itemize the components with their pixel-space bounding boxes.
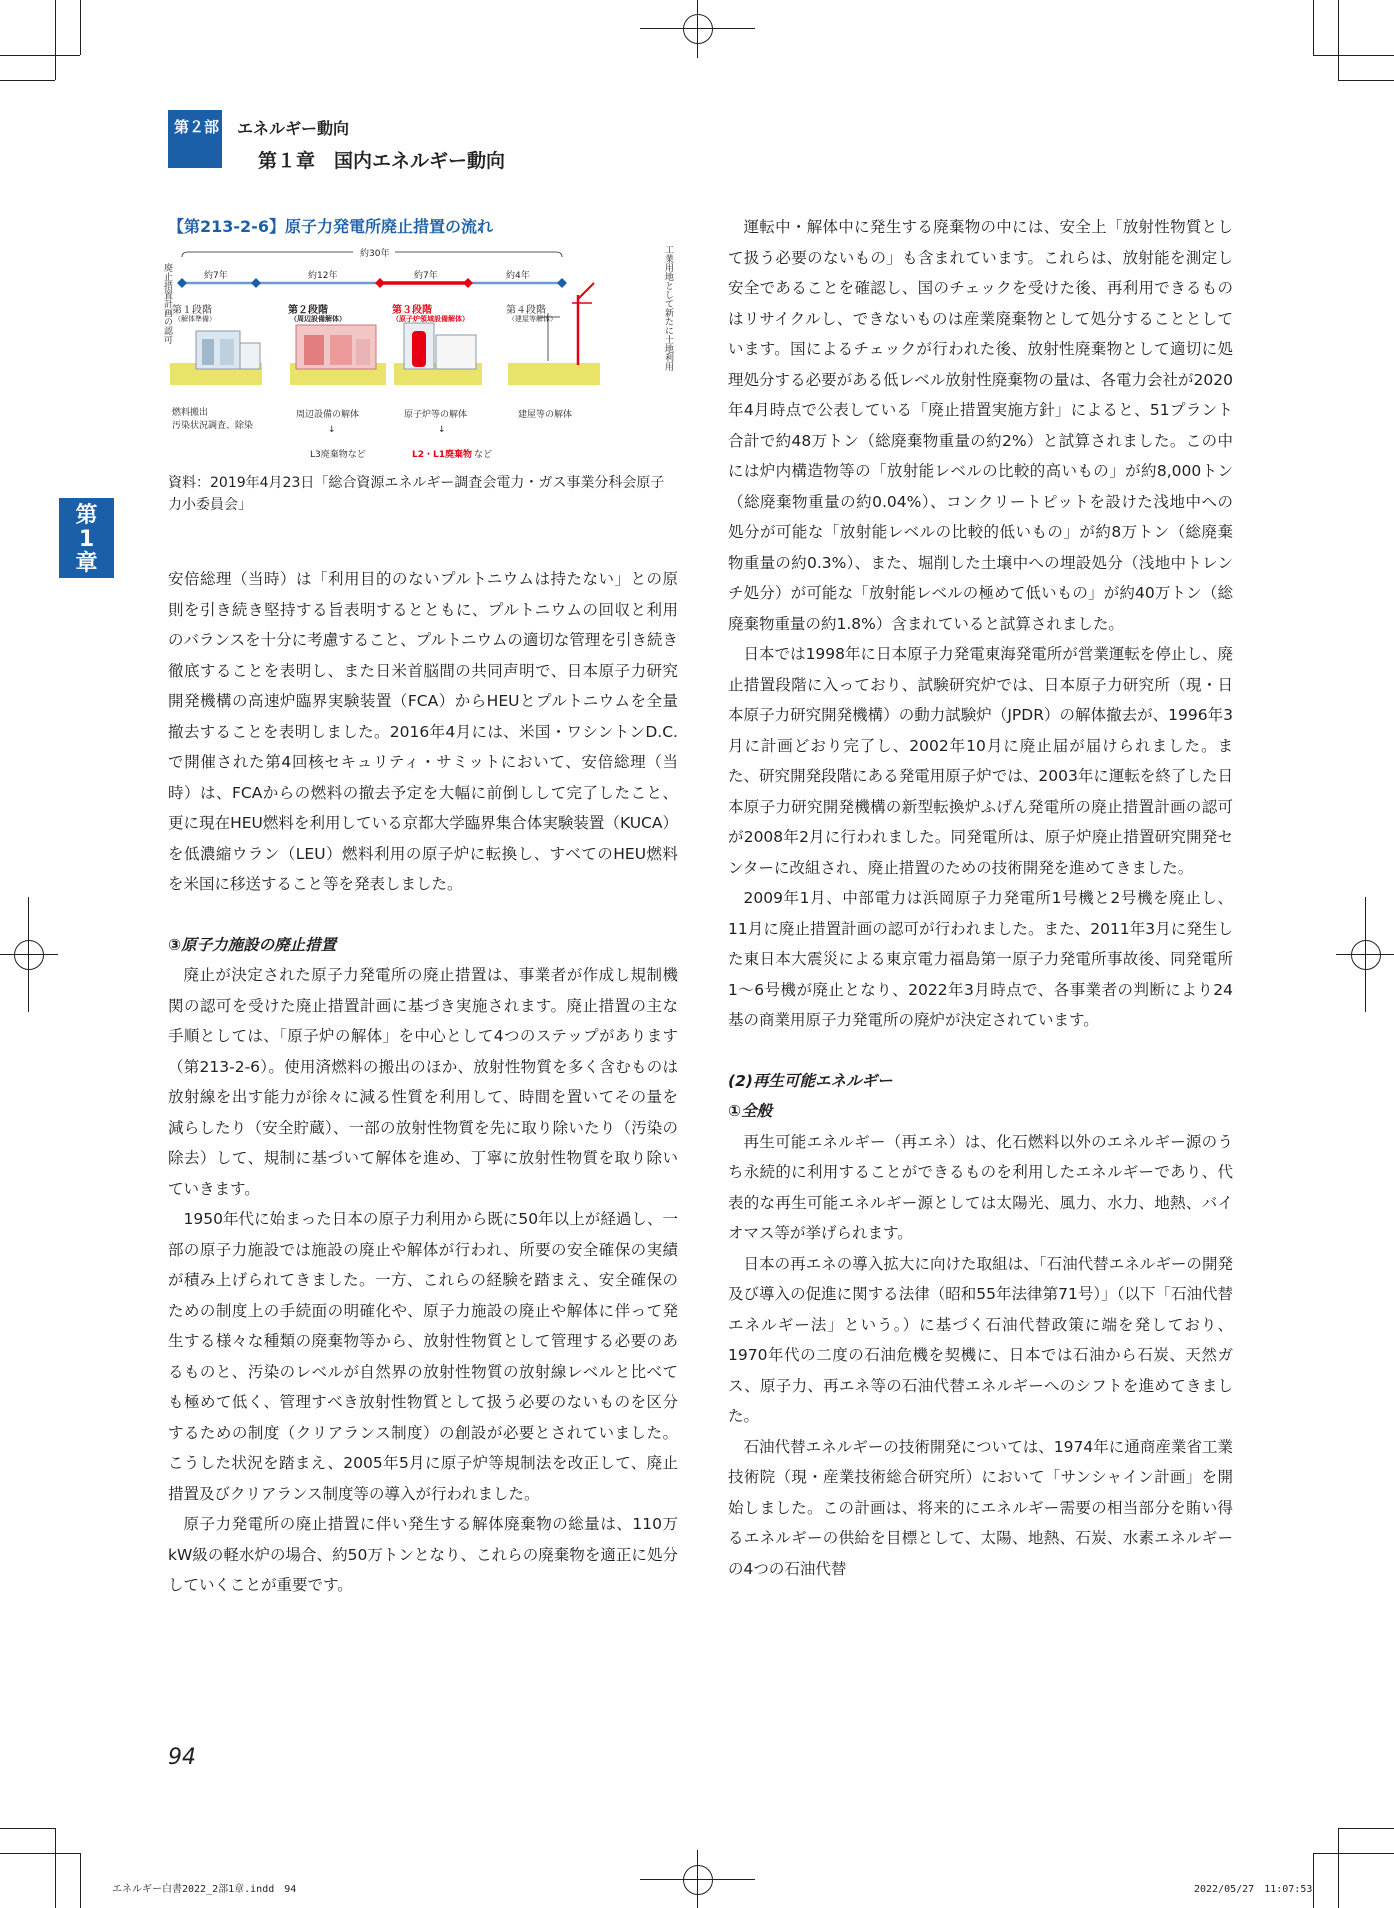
waste-label: L3廃棄物など xyxy=(310,450,366,460)
stage4-illustration xyxy=(508,283,600,385)
duration-label: 約4年 xyxy=(506,271,530,281)
section-spacer xyxy=(168,900,678,930)
chapter-title: 第１章 国内エネルギー動向 xyxy=(258,150,506,172)
duration-label: 約7年 xyxy=(204,271,228,281)
crop-mark xyxy=(0,55,80,56)
crop-mark xyxy=(1313,1853,1314,1908)
stage-name: 第３段階 xyxy=(392,305,432,316)
crop-mark xyxy=(1338,0,1339,80)
footer-timestamp: 2022/05/27 11:07:53 xyxy=(1194,1884,1313,1895)
waste-label-highlight: L2・L1廃棄物 xyxy=(412,450,472,460)
body-paragraph: 原子力発電所の廃止措置に伴い発生する解体廃棄物の総量は、110万kW級の軽水炉の場合、約50万トンとなり、これらの廃棄物を適正に処分していくことが重要です。 xyxy=(168,1515,678,1594)
left-column xyxy=(168,564,678,1601)
land-reuse-label: 工業用地として新たに土地利用 xyxy=(663,245,673,371)
crop-mark xyxy=(0,1853,80,1854)
body-paragraph: 廃止が決定された原子力発電所の廃止措置は、事業者が作成し規制機関の認可を受けた廃止措置計画に基づき実施されます。廃止措置の主な手順としては、「原子炉の解体」を中心として4つのステップがあります（第213-2-6）。使用済燃料の搬出のほか、放射性物質を多く含むものは放射線を出す能力が徐々に減る性質を利用して、時間を置いてその量を減らしたり（安全貯蔵）、一部の放射性物質を先に取り除いたり（汚染の除去）して、規制に基づいて解体を進め、丁寧に放射性物質を取り除いていきます。 xyxy=(168,966,678,1198)
stage1-illustration xyxy=(170,331,262,385)
stage-name: 第２段階 xyxy=(288,305,328,316)
section-heading: ③原子力施設の廃止措置 xyxy=(168,935,337,954)
stage3-illustration xyxy=(394,323,482,385)
crop-mark xyxy=(55,1828,56,1908)
stage2-illustration xyxy=(290,325,386,385)
stage-name: 第１段階 xyxy=(172,305,212,316)
registration-mark xyxy=(683,14,713,44)
total-span-label: 約30年 xyxy=(360,249,390,259)
stage-caption: 建屋等の解体 xyxy=(518,410,573,420)
registration-mark xyxy=(1351,940,1381,970)
plan-approval-label: 廃止措置計画の認可 xyxy=(162,263,172,344)
page-number: 94 xyxy=(168,1745,196,1770)
crop-mark xyxy=(1313,0,1314,55)
section-heading: ①全般 xyxy=(728,1102,773,1120)
crop-mark xyxy=(1338,1828,1339,1908)
stage-caption: 原子炉等の解体 xyxy=(404,410,468,420)
waste-label: など xyxy=(474,450,493,460)
crop-mark xyxy=(80,1853,81,1908)
crop-mark xyxy=(0,1828,55,1829)
crop-mark xyxy=(1313,1853,1394,1854)
stage-sub: （解体準備） xyxy=(174,315,216,323)
right-column xyxy=(728,212,1233,1584)
down-arrow: ↓ xyxy=(438,425,446,435)
part-title: エネルギー動向 xyxy=(237,119,350,138)
crop-mark xyxy=(1338,1828,1394,1829)
body-paragraph: 運転中・解体中に発生する廃棄物の中には、安全上「放射性物質として扱う必要のないもの」も含まれています。これらは、放射能を測定し安全であることを確認し、国のチェックを受けた後、再利用できるものはリサイクルし、できないものは産業廃棄物として処分することとしています。国によるチェックが行われた後、放射性廃棄物として適切に処理処分する必要がある低レベル放射性廃棄物の量は、各電力会社が2020年4月時点で公表している「廃止措置実施方針」によると、51プラント合計で約48万トン（総廃棄物重量の約2%）と試算されました。この中には炉内構造物等の「放射能レベルの比較的高いもの」が約8,000トン（総廃棄物重量の約0.04%）、コンクリートピットを設けた浅地中への処分が可能な「放射能レベルの比較的低いもの」が約8万トン（総廃棄物重量の約0.3%）、また、堀削した土壌中への埋設処分（浅地中トレンチ処分）が可能な「放射能レベルの極めて低いもの」が約40万トン（総廃棄物重量の約1.8%）含まれていると試算されました。 xyxy=(728,218,1233,633)
body-paragraph: 日本では1998年に日本原子力発電東海発電所が営業運転を停止し、廃止措置段階に入っており、試験研究炉では、日本原子力研究所（現・日本原子力研究開発機構）の動力試験炉（JPDR）の解体撤去が、1996年3月に計画どおり完了し、2002年10月に廃止届が届けられました。また、研究開発段階にある発電用原子炉では、2003年に運転を終了した日本原子力研究開発機構の新型転換炉ふげん発電所の廃止措置計画の認可が2008年2月に行われました。同発電所は、原子炉廃止措置研究開発センターに改組され、廃止措置のための技術開発を進めてきました。 xyxy=(728,645,1233,877)
body-paragraph: 1950年代に始まった日本の原子力利用から既に50年以上が経過し、一部の原子力施設では施設の廃止や解体が行われ、所要の安全確保の実績が積み上げられてきました。一方、これらの経験を踏まえ、安全確保のための制度上の手続面の明確化や、原子力施設の廃止や解体に伴って発生する様々な種類の廃棄物等から、放射性物質として管理する必要のあるものと、汚染のレベルが自然界の放射性物質の放射線レベルと比べても極めて低く、管理すべき放射性物質として扱う必要のないものを区分するための制度（クリアランス制度）の創設が必要とされていました。こうした状況を踏まえ、2005年5月に原子炉等規制法を改正して、廃止措置及びクリアランス制度等の導入が行われました。 xyxy=(168,1210,678,1503)
crop-mark xyxy=(55,0,56,80)
part-badge: 第２部 xyxy=(168,110,222,168)
chapter-side-tab xyxy=(59,498,114,578)
figure-title: 【第213-2-6】原子力発電所廃止措置の流れ xyxy=(168,217,493,236)
figure-source: 資料：2019年4月23日「総合資源エネルギー調査会電力・ガス事業分科会原子力小委員会」 xyxy=(168,475,665,513)
stage-sub: （建屋等解体） xyxy=(508,315,557,323)
crop-mark xyxy=(1313,55,1394,56)
crop-mark xyxy=(80,0,81,55)
stage-name: 第４段階 xyxy=(506,305,546,316)
crop-mark xyxy=(0,80,55,81)
stage-sub: （原子炉領域設備解体） xyxy=(392,315,469,323)
registration-mark xyxy=(14,940,44,970)
side-tab-char: 第 xyxy=(75,503,98,528)
stage-caption: 周辺設備の解体 xyxy=(296,410,360,420)
registration-mark xyxy=(683,1865,713,1895)
stage-sub: （周辺設備解体） xyxy=(290,315,346,323)
body-paragraph: 日本の再エネの導入拡大に向けた取組は、「石油代替エネルギーの開発及び導入の促進に関する法律（昭和55年法律第71号）」（以下「石油代替エネルギー法」という。）に基づく石油代替政策に端を発しており、1970年代の二度の石油危機を契機に、日本では石油から石炭、天然ガス、原子力、再エネ等の石油代替エネルギーへのシフトを進めてきました。 xyxy=(728,1254,1233,1425)
down-arrow: ↓ xyxy=(328,425,336,435)
duration-label: 約7年 xyxy=(414,271,438,281)
side-tab-char: 章 xyxy=(75,551,98,576)
section-heading: (2)再生可能エネルギー xyxy=(728,1071,893,1090)
body-paragraph: 安倍総理（当時）は「利用目的のないプルトニウムは持たない」との原則を引き続き堅持する旨表明するとともに、プルトニウムの回収と利用のバランスを十分に考慮すること、プルトニウムの適切な管理を引き続き徹底することを表明し、また日米首脳間の共同声明で、日本原子力研究開発機構の高速炉臨界実験装置（FCA）からHEUとプルトニウムを全量撤去することを表明しました。2016年4月には、米国・ワシントンD.C.で開催された第4回核セキュリティ・サミットにおいて、安倍総理（当時）は、FCAからの燃料の撤去予定を大幅に前倒しして完了したこと、更に現在HEU燃料を利用している京都大学臨界集合体実験装置（KUCA）を低濃縮ウラン（LEU）燃料利用の原子炉に転換し、すべてのHEU燃料を米国に移送すること等を発表しました。 xyxy=(168,570,678,893)
stage-caption: 燃料搬出 汚染状況調査、除染 xyxy=(172,408,254,431)
decommissioning-flow-figure xyxy=(162,243,674,465)
duration-label: 約12年 xyxy=(308,271,338,281)
crop-mark xyxy=(1338,80,1394,81)
body-paragraph: 2009年1月、中部電力は浜岡原子力発電所1号機と2号機を廃止し、11月に廃止措置計画の認可が行われました。また、2011年3月に発生した東日本大震災による東京電力福島第一原子力発電所事故後、同発電所1～6号機が廃止となり、2022年3月時点で、各事業者の判断により24基の商業用原子力発電所の廃炉が決定されています。 xyxy=(728,889,1233,1029)
body-paragraph: 石油代替エネルギーの技術開発については、1974年に通商産業省工業技術院（現・産業技術総合研究所）において「サンシャイン計画」を開始しました。この計画は、将来的にエネルギー需要の相当部分を賄い得るエネルギーの供給を目標として、太陽、地熱、石炭、水素エネルギーの4つの石油代替 xyxy=(728,1437,1233,1578)
footer-filename: エネルギー白書2022_2部1章.indd 94 xyxy=(112,1884,297,1895)
section-spacer xyxy=(728,1036,1233,1066)
side-tab-char: 1 xyxy=(78,527,95,552)
body-paragraph: 再生可能エネルギー（再エネ）は、化石燃料以外のエネルギー源のうち永続的に利用することができるものを利用したエネルギーであり、代表的な再生可能エネルギー源としては太陽光、風力、水力、地熱、バイオマス等が挙げられます。 xyxy=(728,1132,1233,1242)
